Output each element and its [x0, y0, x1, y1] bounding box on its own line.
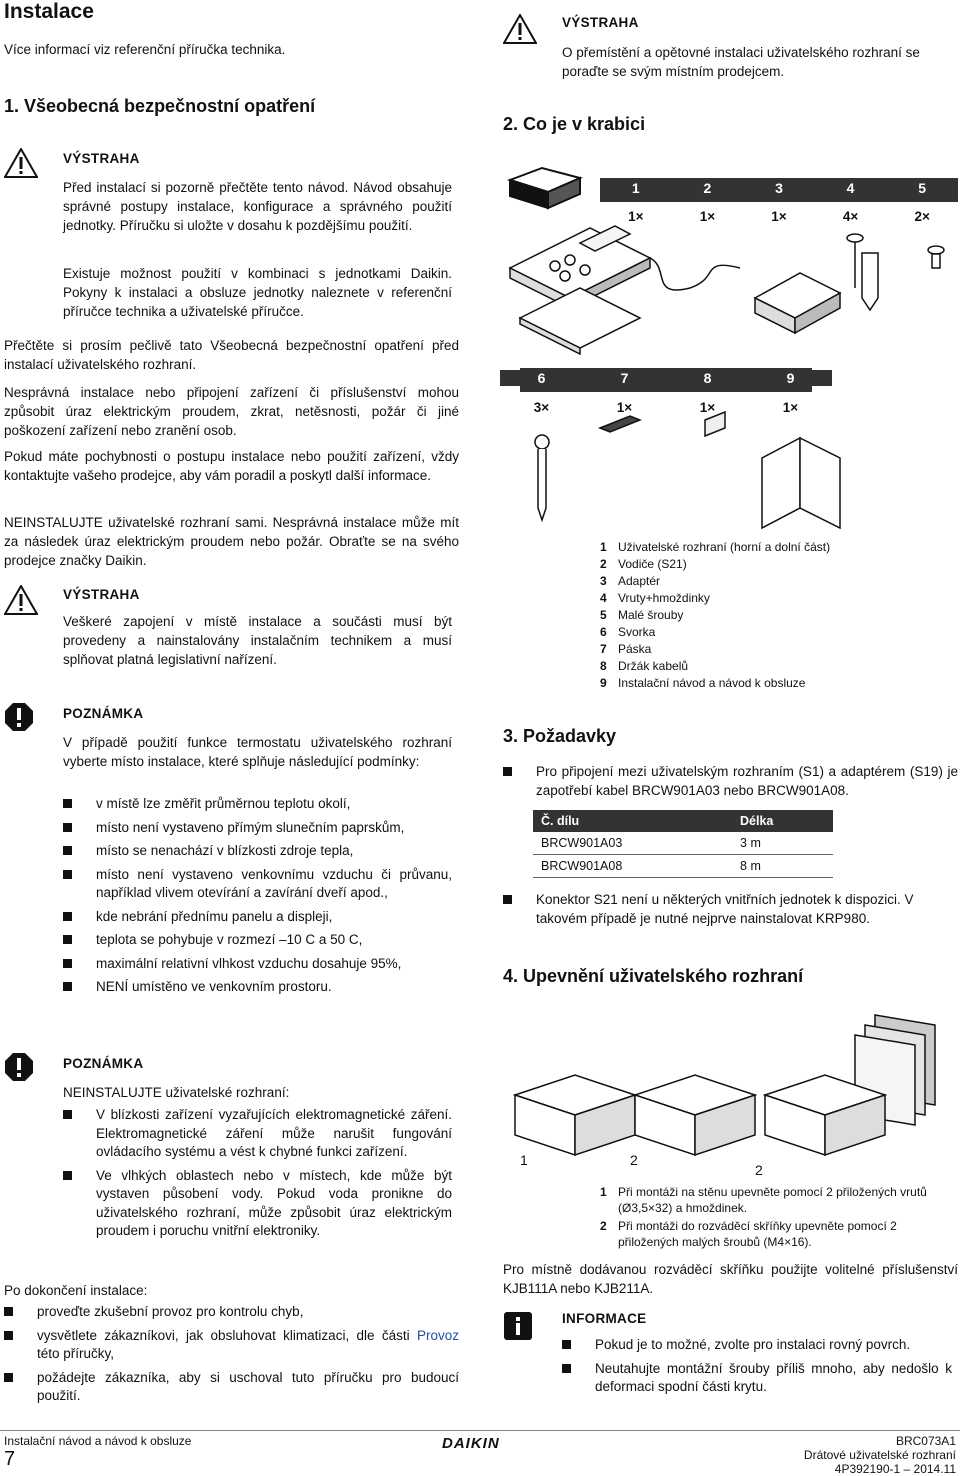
requirements-list: [503, 763, 958, 805]
table-header: Č. dílu: [533, 810, 732, 832]
footer-right: [804, 1434, 956, 1476]
paragraph: Pokud máte pochybnosti o postupu instalace nebo použití zařízení, vždy kontaktujte vašeho prodejce, aby vám poradil a poskytl další informace.: [4, 449, 459, 483]
info-label: INFORMACE: [562, 1311, 647, 1326]
paragraph: Pro místně dodávanou rozváděcí skříňku použijte volitelné příslušenství KJB111A nebo KJB211A.: [503, 1262, 958, 1296]
warning-label: VÝSTRAHA: [63, 151, 140, 166]
list-item: teplota se pohybuje v rozmezí –10 C a 50 C,: [63, 931, 452, 950]
list-item: požádejte zákazníka, aby si uschoval tuto příručku pro budoucí použití.: [4, 1369, 459, 1406]
note-label: POZNÁMKA: [63, 1056, 144, 1071]
requirements-list-2: [503, 891, 958, 933]
note-text: V případě použití funkce termostatu uživatelského rozhraní vyberte místo instalace, které splňuje následující podmínky:: [63, 735, 452, 769]
list-item: Ve vlhkých oblastech nebo v místech, kde může být vystaven působení vody. Pokud voda pronikne do uživatelského rozhraní, může způsobit úraz elektrickým proudem i poruchu vnitřní elektroniky.: [63, 1167, 452, 1241]
footer-title: Instalační návod a návod k obsluze: [4, 1434, 192, 1448]
list-item: místo se nenachází v blízkosti zdroje tepla,: [63, 842, 452, 861]
warning-icon: [503, 14, 537, 49]
after-install-title: Po dokončení instalace:: [4, 1283, 148, 1298]
after-install-list: [4, 1303, 459, 1411]
provoz-link[interactable]: Provoz: [416, 1327, 459, 1343]
table-row: BRCW901A03 3 m: [533, 832, 833, 855]
not-install-list: [63, 1106, 452, 1246]
warning-icon: [4, 148, 38, 183]
note-text: NEINSTALUJTE uživatelské rozhraní:: [63, 1085, 290, 1100]
list-item: 2 Při montáži do rozváděcí skříňky upevněte pomocí 2 přiložených malých šroubů (M4×16).: [600, 1219, 897, 1249]
section1-heading: 1. Všeobecná bezpečnostní opatření: [4, 96, 316, 116]
list-item: Neutahujte montážní šrouby příliš mnoho, aby nedošlo k deformaci spodní části krytu.: [562, 1360, 952, 1397]
list-item: NENÍ umístěno ve venkovním prostoru.: [63, 978, 452, 997]
paragraph: NEINSTALUJTE uživatelské rozhraní sami. Nesprávná instalace může mít za následek úraz elektrickým proudem nebo požár. Obraťte se na svého prodejce značky Daikin.: [4, 515, 459, 568]
contents-qty-row: 1× 1× 1× 4× 2×: [628, 209, 930, 224]
contents-legend: [600, 539, 830, 692]
list-item: 1 Uživatelské rozhraní (horní a dolní část): [600, 540, 831, 554]
note-label: POZNÁMKA: [63, 706, 144, 721]
figure-label: 2: [630, 1152, 638, 1168]
list-item: v místě lze změřit průměrnou teplotu okolí,: [63, 795, 452, 814]
list-item: kde nebrání přednímu panelu a displeji,: [63, 908, 452, 927]
warning-label: VÝSTRAHA: [63, 587, 140, 602]
intro-text: Více informací viz referenční příručka technika.: [4, 42, 286, 57]
list-item: Pro připojení mezi uživatelským rozhraním (S1) a adaptérem (S19) je zapotřebí kabel BRCW901A03 nebo BRCW901A08.: [503, 763, 958, 800]
table-row: BRCW901A08 8 m: [533, 855, 833, 878]
list-item: 7 Páska: [600, 642, 652, 656]
list-item: vysvětlete zákazníkovi, jak obsluhovat klimatizaci, dle části Provoz této příručky,: [4, 1327, 459, 1364]
conditions-list: [63, 795, 452, 1002]
warning-text-2: Existuje možnost použití v kombinaci s jednotkami Daikin. Pokyny k instalaci a obsluze jednotky naleznete v referenční příručce technika a uživatelské příručce.: [63, 266, 452, 319]
figure-label: 1: [520, 1152, 528, 1168]
list-item: místo není vystaveno venkovnímu vzduchu či průvanu, například vlivem otevírání a zavírání dveří apod.,: [63, 866, 452, 903]
cable-table: [533, 810, 833, 878]
list-item: místo není vystaveno přímým slunečním paprskům,: [63, 819, 452, 838]
list-item: 5 Malé šrouby: [600, 608, 684, 622]
list-item: 8 Držák kabelů: [600, 659, 689, 673]
section2-heading: 2. Co je v krabici: [503, 114, 646, 134]
info-list: [562, 1336, 952, 1402]
contents-qty-row: 3× 1× 1× 1×: [533, 400, 799, 415]
list-item: 9 Instalační návod a návod k obsluze: [600, 676, 806, 690]
warning-text: Veškeré zapojení v místě instalace a součásti musí být provedeny a nainstalovány instalačním technikem a musí splňovat platná legislativní nařízení.: [63, 614, 452, 667]
daikin-logo: DAIKIN: [442, 1435, 500, 1452]
figure-label: 2: [755, 1162, 763, 1178]
box-contents-figure: [500, 158, 960, 538]
note-icon: [4, 1052, 34, 1087]
mounting-legend: [600, 1184, 960, 1250]
list-item: V blízkosti zařízení vyzařujících elektromagnetické záření. Elektromagnetické záření může narušit fungování ovládacího systému a vést k chybné funkci zařízení.: [63, 1106, 452, 1162]
section3-heading: 3. Požadavky: [503, 726, 617, 746]
list-item: Pokud je to možné, zvolte pro instalaci rovný povrch.: [562, 1336, 952, 1355]
list-item: 4 Vruty+hmoždinky: [600, 591, 710, 605]
warning-text: Před instalací si pozorně přečtěte tento návod. Návod obsahuje správné postupy instalace, konfigurace a správného použití jednotky. Příručku si uložte v dosahu k pozdějšímu použití.: [63, 180, 452, 233]
model-code: BRC073A1: [895, 1434, 956, 1448]
section4-heading: 4. Upevnění uživatelského rozhraní: [503, 966, 804, 986]
page-number: 7: [4, 1448, 16, 1470]
info-icon: [503, 1311, 533, 1346]
list-item: 6 Svorka: [600, 625, 656, 639]
contents-number-band: 1 2 3 4 5: [600, 180, 958, 196]
list-item: 2 Vodiče (S21): [600, 557, 687, 571]
footer-divider: [0, 1430, 960, 1431]
warning-icon: [4, 585, 38, 620]
paragraph: Nesprávná instalace nebo připojení zařízení či příslušenství mohou způsobit úraz elektrickým proudem, zkrat, netěsnosti, požár či jiné poškození zařízení nebo zranění osob.: [4, 385, 459, 438]
warning-label: VÝSTRAHA: [562, 15, 639, 30]
list-item: maximální relativní vlhkost vzduchu dosahuje 95%,: [63, 955, 452, 974]
warning-text: O přemístění a opětovné instalaci uživatelského rozhraní se poraďte se svým místním prodejcem.: [562, 45, 920, 79]
note-icon: [4, 702, 34, 737]
page-title: Instalace: [4, 0, 94, 23]
table-header: Délka: [732, 810, 833, 832]
list-item: proveďte zkušební provoz pro kontrolu chyb,: [4, 1303, 459, 1322]
list-item: 1 Při montáži na stěnu upevněte pomocí 2 přiložených vrutů (Ø3,5×32) a hmoždinek.: [600, 1185, 927, 1215]
mounting-figure: [505, 1005, 960, 1180]
list-item: 3 Adaptér: [600, 574, 661, 588]
contents-number-band: 6 7 8 9: [500, 370, 832, 386]
product-name: Drátové uživatelské rozhraní: [803, 1448, 956, 1462]
doc-code: 4P392190-1 – 2014.11: [834, 1462, 956, 1476]
list-item: Konektor S21 není u některých vnitřních jednotek k dispozici. V takovém případě je nutné nejprve nainstalovat KRP980.: [503, 891, 958, 928]
paragraph: Přečtěte si prosím pečlivě tato Všeobecná bezpečnostní opatření před instalací uživatelského rozhraní.: [4, 338, 459, 372]
